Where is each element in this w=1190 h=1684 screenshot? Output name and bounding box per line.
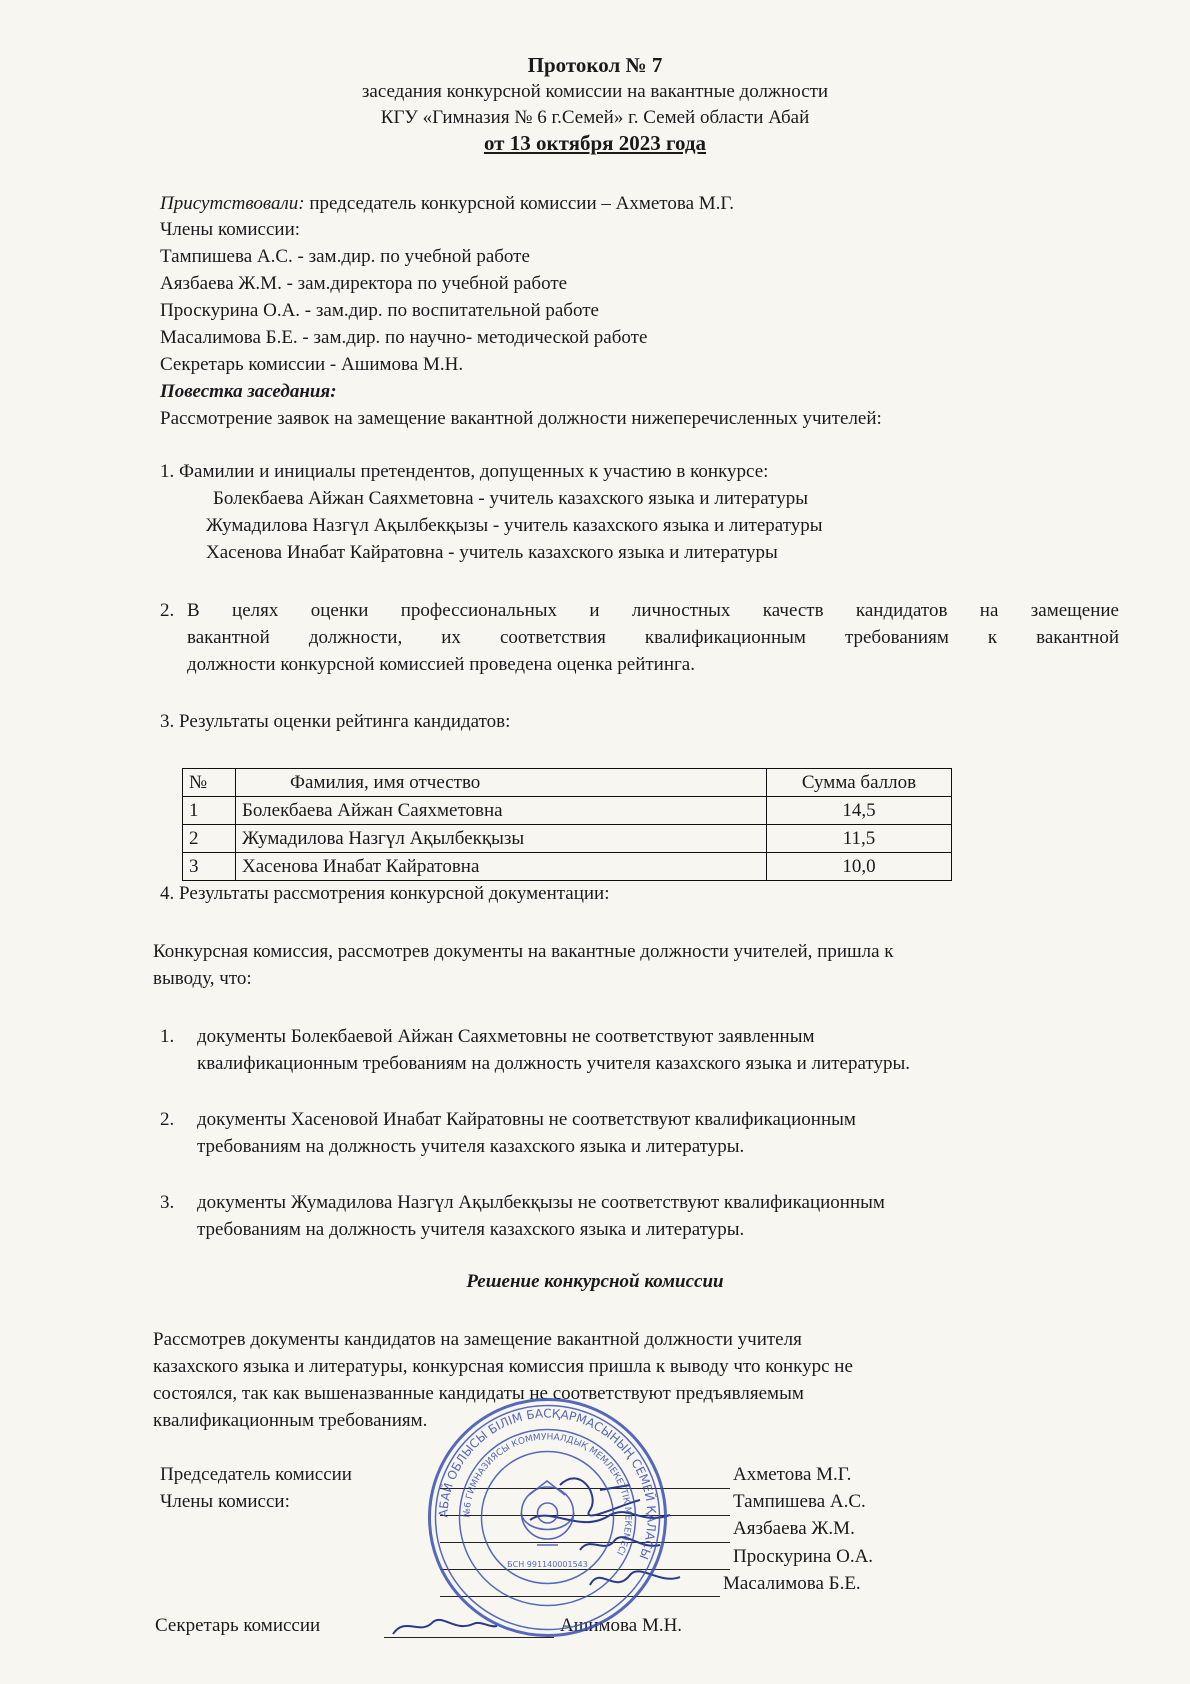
header-line-2: КГУ «Гимназия № 6 г.Семей» г. Семей области Абай <box>380 107 810 128</box>
agenda-text: Рассмотрение заявок на замещение вакантной должности нижеперечисленных учителей: <box>160 408 882 429</box>
item2-line-2: вакантной должности, их соответствия квалификационным требованиям к вакантной <box>187 627 1119 648</box>
item1-heading: 1. Фамилии и инициалы претендентов, допущенных к участию в конкурсе: <box>160 461 769 482</box>
stamp-inner-text: №6 ГИМНАЗИЯСЫ КОММУНАЛДЫҚ МЕМЛЕКЕТТІК МЕКЕМЕСІ <box>462 1432 633 1557</box>
decision-line: казахского языка и литературы, конкурсная комиссия пришла к выводу что конкурс не <box>153 1356 853 1377</box>
official-stamp <box>425 1395 670 1640</box>
decision-line: квалификационным требованиям. <box>153 1410 428 1431</box>
table-header: Фамилия, имя отчество <box>236 769 767 797</box>
present-line <box>160 190 734 217</box>
signatory-name: Проскурина О.А. <box>733 1546 874 1567</box>
signatory-name: Тампишева А.С. <box>733 1491 866 1512</box>
members-label: Члены комиссии: <box>160 219 301 240</box>
member-line: Проскурина О.А. - зам.дир. по воспитательной работе <box>160 300 599 321</box>
item3-heading: 3. Результаты оценки рейтинга кандидатов: <box>160 711 511 732</box>
item4-heading: 4. Результаты рассмотрения конкурсной документации: <box>160 883 610 904</box>
secretary-line: Секретарь комиссии - Ашимова М.Н. <box>160 354 464 375</box>
secretary-signature-label: Секретарь комиссии <box>155 1615 321 1636</box>
protocol-date: от 13 октября 2023 года <box>483 131 707 155</box>
table-row <box>183 853 952 881</box>
table-header: Сумма баллов <box>767 769 952 797</box>
candidate-line: Жумадилова Назгүл Ақылбекқызы - учитель казахского языка и литературы <box>206 515 823 536</box>
decision-line: Рассмотрев документы кандидатов на замещение вакантной должности учителя <box>153 1329 802 1350</box>
point-line: требованиям на должность учителя казахского языка и литературы. <box>197 1219 745 1240</box>
table-cell: Жумадилова Назгүл Ақылбекқызы <box>236 825 767 853</box>
candidate-line: Хасенова Инабат Кайратовна - учитель казахского языка и литературы <box>206 542 778 563</box>
item2-line-3: должности конкурсной комиссией проведена оценка рейтинга. <box>187 654 695 675</box>
table-header: № <box>183 769 236 797</box>
conclusion-line-2: выводу, что: <box>153 968 252 989</box>
table-cell: 2 <box>183 825 236 853</box>
protocol-title: Протокол № 7 <box>527 53 663 77</box>
point-line: требованиям на должность учителя казахского языка и литературы. <box>197 1136 745 1157</box>
point-num: 3. <box>160 1192 175 1213</box>
stamp-bin: БСН 991140001543 <box>507 1560 588 1569</box>
chair-text: председатель конкурсной комиссии – Ахметова М.Г. <box>304 193 735 214</box>
member-line: Тампишева А.С. - зам.дир. по учебной работе <box>160 246 530 267</box>
decision-title: Решение конкурсной комиссии <box>466 1271 724 1292</box>
secretary-signature-name: Ашимова М.Н. <box>560 1615 683 1636</box>
table-row <box>183 825 952 853</box>
item2-line-1: В целях оценки профессиональных и личностных качеств кандидатов на замещение <box>187 600 1119 621</box>
table-cell: 14,5 <box>767 797 952 825</box>
member-line: Масалимова Б.Е. - зам.дир. по научно- методической работе <box>160 327 648 348</box>
member-line: Аязбаева Ж.М. - зам.директора по учебной работе <box>160 273 568 294</box>
conclusion-line-1: Конкурсная комиссия, рассмотрев документы на вакантные должности учителей, пришла к <box>153 941 894 962</box>
point-line: квалификационным требованиям на должность учителя казахского языка и литературы. <box>197 1053 910 1074</box>
point-line: документы Болекбаевой Айжан Саяхметовны не соответствуют заявленным <box>197 1026 815 1047</box>
point-num: 2. <box>160 1109 175 1130</box>
point-line: документы Жумадилова Назгүл Ақылбекқызы не соответствуют квалификационным <box>197 1192 885 1213</box>
table-cell: 11,5 <box>767 825 952 853</box>
signatory-name: Аязбаева Ж.М. <box>733 1518 855 1539</box>
header-line-1: заседания конкурсной комиссии на вакантные должности <box>361 81 829 102</box>
table-cell: 1 <box>183 797 236 825</box>
table-cell: 10,0 <box>767 853 952 881</box>
point-line: документы Хасеновой Инабат Кайратовны не соответствуют квалификационным <box>197 1109 856 1130</box>
present-label: Присутствовали: <box>160 193 305 214</box>
members-signature-label: Члены комисси: <box>160 1491 290 1512</box>
table-row <box>183 797 952 825</box>
agenda-label: Повестка заседания: <box>160 381 337 402</box>
table-cell: Хасенова Инабат Кайратовна <box>236 853 767 881</box>
candidate-line: Болекбаева Айжан Саяхметовна - учитель казахского языка и литературы <box>213 488 808 509</box>
point-num: 1. <box>160 1026 175 1047</box>
table-cell: Болекбаева Айжан Саяхметовна <box>236 797 767 825</box>
signatory-name: Ахметова М.Г. <box>733 1464 852 1485</box>
emblem-icon <box>521 1481 574 1545</box>
stamp-outer-text: АБАЙ ОБЛЫСЫ БІЛІМ БАСҚАРМАСЫНЫҢ СЕМЕЙ ҚАЛАСЫ <box>436 1406 659 1562</box>
chair-signature-label: Председатель комиссии <box>160 1464 352 1485</box>
signatory-name: Масалимова Б.Е. <box>723 1573 861 1594</box>
table-header-row <box>183 769 952 797</box>
decision-line: состоялся, так как вышеназванные кандидаты не соответствуют предъявляемым <box>153 1383 804 1404</box>
item2-num: 2. <box>160 600 175 621</box>
table-cell: 3 <box>183 853 236 881</box>
rating-table <box>182 768 952 881</box>
